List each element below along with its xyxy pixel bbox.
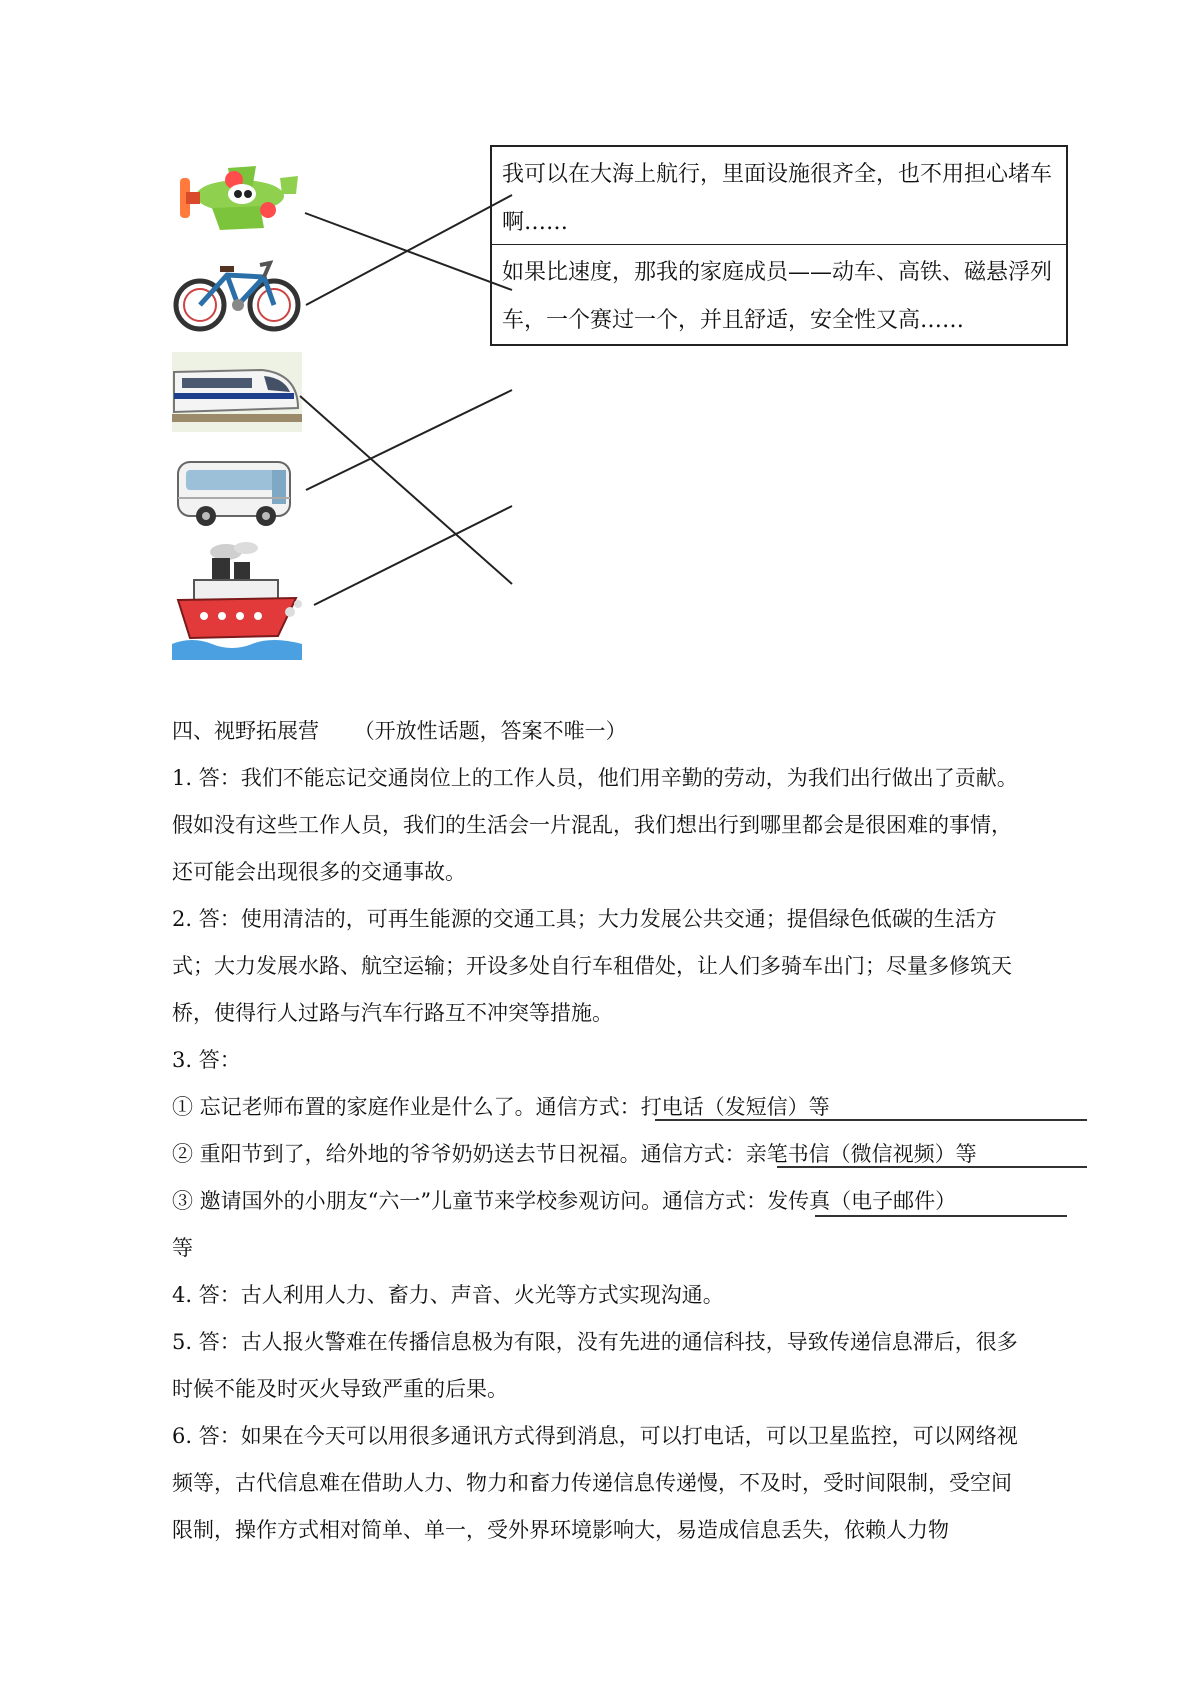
answer-2: 2. 答：使用清洁的，可再生能源的交通工具；大力发展公共交通；提倡绿色低碳的生活方式；大力发展水路、航空运输；开设多处自行车租借处，让人们多骑车出门；尽量多修筑天桥，使得行人过路与汽车行路互不冲突等措施。: [172, 907, 1012, 1025]
section-title: 四、视野拓展营: [172, 719, 319, 743]
description-train: 如果比速度，那我的家庭成员——动车、高铁、磁悬浮列车，一个赛过一个，并且舒适，安全性又高……: [502, 260, 1053, 333]
answer-3-item-3-answer: 发传真（电子邮件）: [767, 1189, 957, 1213]
section-note: （开放性话题，答案不唯一）: [353, 719, 627, 743]
answer-3-item-3-text: ③ 邀请国外的小朋友“六一”儿童节来学校参观访问。通信方式：: [172, 1189, 768, 1213]
answer-line-3: [815, 1215, 1067, 1217]
match-line-airplane: [305, 213, 512, 290]
answer-1: 1. 答：我们不能忘记交通岗位上的工作人员，他们用辛勤的劳动，为我们出行做出了贡献。假如没有这些工作人员，我们的生活会一片混乱，我们想出行到哪里都会是很困难的事情，还可能会出现很多的交通事故。: [172, 766, 1018, 884]
matching-exercise: [0, 0, 1191, 680]
answer-4: 4. 答：古人利用人力、畜力、声音、火光等方式实现沟通。: [172, 1283, 724, 1307]
section-heading: [172, 708, 1032, 755]
answer-5: 5. 答：古人报火警难在传播信息极为有限，没有先进的通信科技，导致传递信息滞后，很多时候不能及时灭火导致严重的后果。: [172, 1330, 1018, 1401]
description-ship: 我可以在大海上航行，里面设施很齐全，也不用担心堵车啊……: [492, 147, 1066, 245]
answer-3-item-1: [172, 1084, 1032, 1131]
description-box: [490, 145, 1068, 346]
answer-line-1: [655, 1119, 1087, 1121]
answer-3-item-2-text: ② 重阳节到了，给外地的爷爷奶奶送去节日祝福。通信方式：: [172, 1142, 746, 1166]
match-line-bus: [306, 390, 512, 490]
answer-3-item-2: [172, 1131, 1032, 1178]
answer-line-2: [777, 1166, 1087, 1168]
answer-3-tail: 等: [172, 1236, 193, 1260]
answer-3-item-2-answer: 亲笔书信（微信视频）等: [745, 1142, 977, 1166]
match-line-bicycle: [306, 195, 512, 305]
answer-3-item-1-answer: 打电话（发短信）等: [640, 1095, 830, 1119]
match-line-ship: [314, 506, 512, 605]
answer-3-item-3: [172, 1178, 1032, 1225]
answer-3-heading: 3. 答：: [172, 1048, 241, 1072]
answer-3-item-1-text: ① 忘记老师布置的家庭作业是什么了。通信方式：: [172, 1095, 641, 1119]
answer-6: 6. 答：如果在今天可以用很多通讯方式得到消息，可以打电话，可以卫星监控，可以网络视频等，古代信息难在借助人力、物力和畜力传递信息传递慢，不及时，受时间限制，受空间限制，操作方式相对简单、单一，受外界环境影响大，易造成信息丢失，依赖人力物: [172, 1424, 1018, 1542]
match-line-train: [300, 396, 512, 584]
